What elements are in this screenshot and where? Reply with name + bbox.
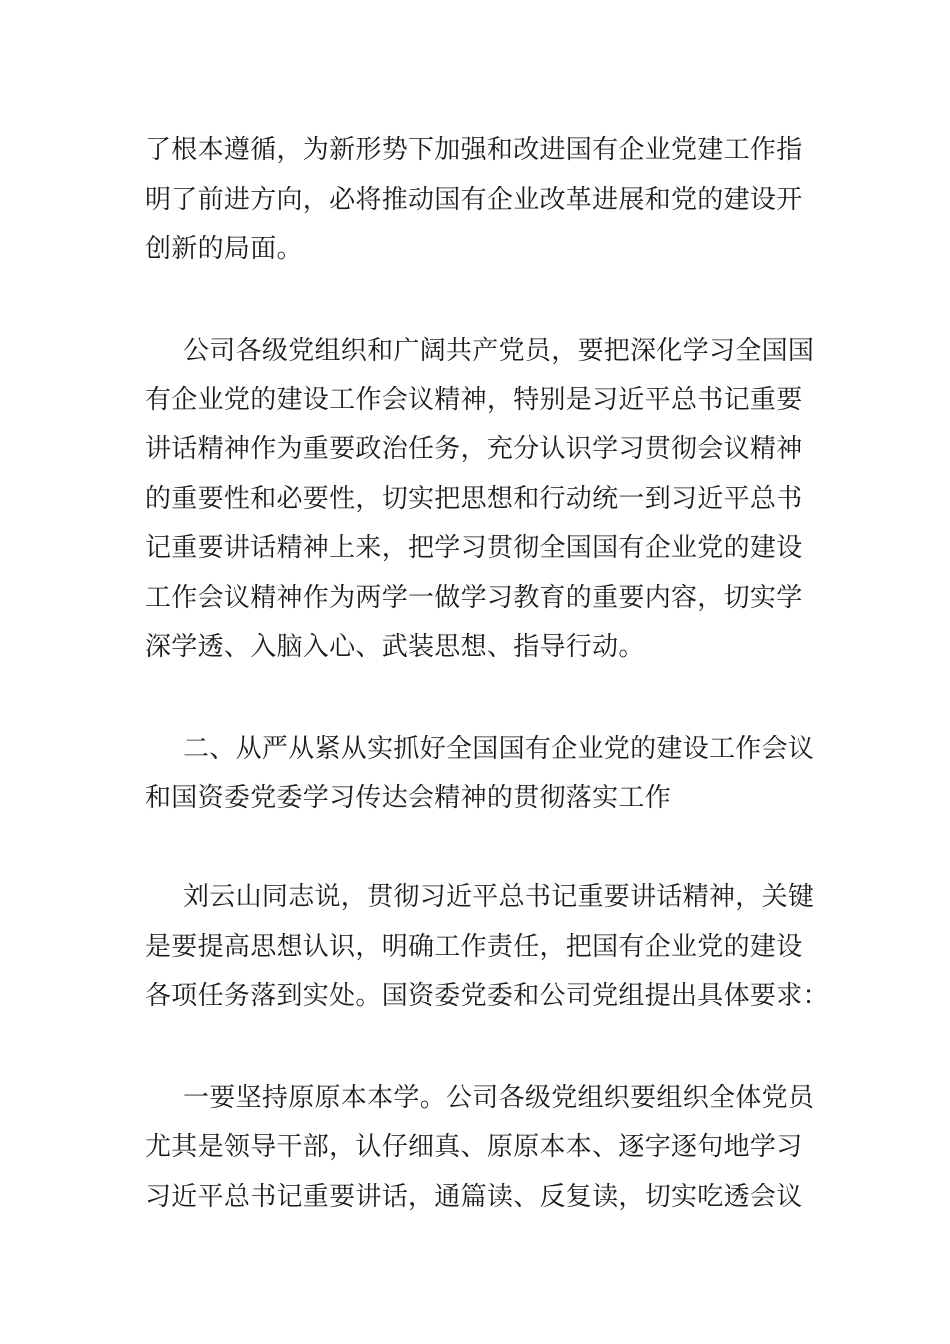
paragraph-4-line-2: 是要提高思想认识，明确工作责任，把国有企业党的建设 xyxy=(145,932,803,962)
paragraph-2-line-6: 工作会议精神作为两学一做学习教育的重要内容，切实学 xyxy=(145,583,803,613)
paragraph-1-line-2: 明了前进方向，必将推动国有企业改革进展和党的建设开 xyxy=(145,185,803,215)
paragraph-2-line-7: 深学透、入脑入心、武装思想、指导行动。 xyxy=(145,632,645,662)
paragraph-2-line-1: 公司各级党组织和广阔共产党员，要把深化学习全国国 xyxy=(183,336,815,366)
paragraph-2-line-5: 记重要讲话精神上来，把学习贯彻全国国有企业党的建设 xyxy=(145,533,803,563)
paragraph-4-line-3: 各项任务落到实处。国资委党委和公司党组提出具体要求： xyxy=(145,981,829,1011)
paragraph-5-line-1: 一要坚持原原本本学。公司各级党组织要组织全体党员 xyxy=(183,1083,815,1113)
paragraph-1-line-3: 创新的局面。 xyxy=(145,234,303,264)
paragraph-4-line-1: 刘云山同志说，贯彻习近平总书记重要讲话精神，关键 xyxy=(183,882,815,912)
section-heading-line-1: 二、从严从紧从实抓好全国国有企业党的建设工作会议 xyxy=(183,734,815,764)
paragraph-2-line-2: 有企业党的建设工作会议精神，特别是习近平总书记重要 xyxy=(145,385,803,415)
paragraph-1-line-1: 了根本遵循，为新形势下加强和改进国有企业党建工作指 xyxy=(145,135,803,165)
paragraph-5-line-3: 习近平总书记重要讲话，通篇读、反复读，切实吃透会议 xyxy=(145,1182,803,1212)
paragraph-2-line-3: 讲话精神作为重要政治任务，充分认识学习贯彻会议精神 xyxy=(145,434,803,464)
paragraph-5-line-2: 尤其是领导干部，认仔细真、原原本本、逐字逐句地学习 xyxy=(145,1132,803,1162)
paragraph-2-line-4: 的重要性和必要性，切实把思想和行动统一到习近平总书 xyxy=(145,484,803,514)
section-heading-line-2: 和国资委党委学习传达会精神的贯彻落实工作 xyxy=(145,783,672,813)
